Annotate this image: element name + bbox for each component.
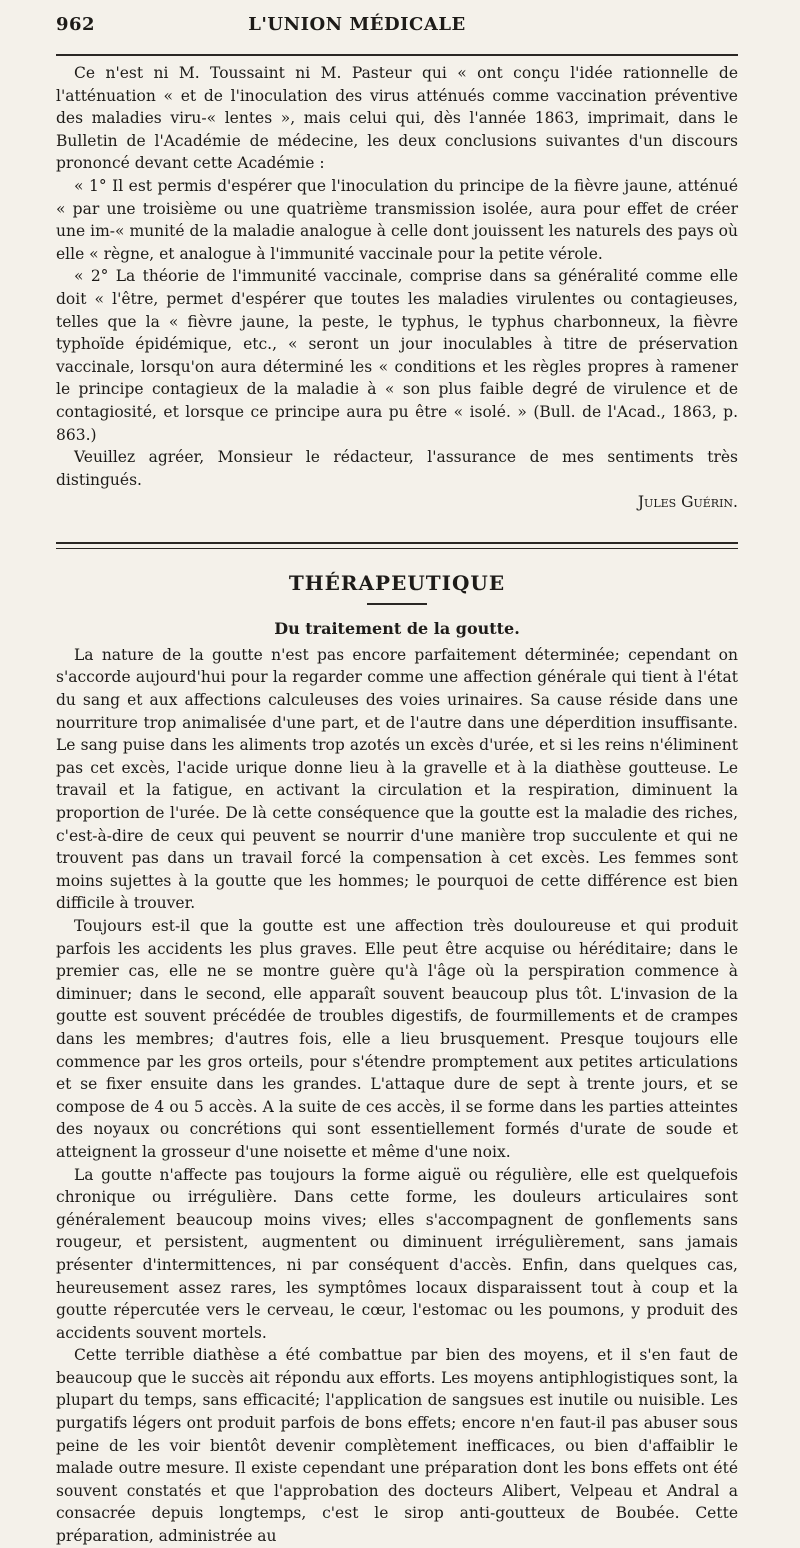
letter-paragraph: Ce n'est ni M. Toussaint ni M. Pasteur qui « ont conçu l'idée rationnelle de l'atténuation « et de l'inoculation des virus atténués comme vaccination préventive des maladies viru-« lentes », mais celui qui, dès l'année 1863, imprimait, dans le Bulletin de l'Académie de médecine, les deux conclusions suivantes d'un discours prononcé devant cette Académie : — [56, 64, 738, 173]
article-paragraph: La goutte n'affecte pas toujours la forme aiguë ou régulière, elle est quelquefois chronique ou irrégulière. Dans cette forme, les douleurs articulaires sont généralement beaucoup moins vives; elles s'accompagnent de gonflements sans rougeur, et persistent, augmentent ou diminuent irrégulièrement, sans jamais présenter d'intermittences, ni par conséquent d'accès. Enfin, dans quelques cas, heureusement assez rares, les symptômes locaux disparaissent tout à coup et la goutte répercutée vers le cerveau, le cœur, l'estomac ou les poumons, y produit des accidents souvent mortels. — [56, 1165, 738, 1342]
title-rule — [367, 603, 427, 605]
letter-paragraph: « 1° Il est permis d'espérer que l'inoculation du principe de la fièvre jaune, atténué « par une troisième ou une quatrième transmission isolée, aura pour effet de créer une im-« munité de la maladie analogue à celle dont jouissent les naturels des pays où elle « règne, et analogue à l'immunité vaccinale pour la petite vérole. — [56, 176, 738, 263]
journal-title: L'UNION MÉDICALE — [248, 14, 466, 35]
page-number: 962 — [56, 14, 96, 35]
article-title: Du traitement de la goutte. — [274, 618, 520, 638]
article-paragraph: Cette terrible diathèse a été combattue par bien des moyens, et il s'en faut de beaucoup que le succès ait répondu aux efforts. Les moyens antiphlogistiques sont, la plupart du temps, sans efficacité; l'application de sangsues est inutile ou nuisible. Les purgatifs légers ont produit parfois de bons effets; encore n'en faut-il pas abuser sous peine de les voir bientôt devenir complètement inefficaces, ou bien d'affaiblir le malade outre mesure. Il existe cependant une préparation dont les bons effets ont été souvent constatés et que l'approbation des docteurs Alibert, Velpeau et Andral a consacrée depuis longtemps, c'est le sirop anti-goutteux de Boubée. Cette préparation, administrée au — [56, 1346, 738, 1546]
running-header — [56, 14, 738, 42]
letter-paragraph: « 2° La théorie de l'immunité vaccinale, comprise dans sa généralité comme elle doit « l'être, permet d'espérer que toutes les maladies virulentes ou contagieuses, telles que la « fièvre jaune, la peste, le typhus, le typhus charbonneux, la fièvre typhoïde épidémique, etc., « seront un jour inoculables à titre de préservation vaccinale, lorsqu'on aura déterminé les « conditions et les règles propres à ramener le principe contagieux de la maladie à « son plus faible degré de virulence et de contagiosité, et lorsque ce principe aura pu être « isolé. » (Bull. de l'Acad., 1863, p. 863.) — [56, 267, 738, 444]
article-paragraph: Toujours est-il que la goutte est une affection très douloureuse et qui produit parfois les accidents les plus graves. Elle peut être acquise ou héréditaire; dans le premier cas, elle ne se montre guère qu'à l'âge où la perspiration commence à diminuer; dans le second, elle apparaît souvent beaucoup plus tôt. L'invasion de la goutte est souvent précédée de troubles digestifs, de fourmillements et de crampes dans les membres; d'autres fois, elle a lieu brusquement. Presque toujours elle commence par les gros orteils, pour s'étendre promptement aux petites articulations et se fixer ensuite dans les grandes. L'attaque dure de sept à trente jours, et se compose de 4 ou 5 accès. A la suite de ces accès, il se forme dans les parties atteintes des noyaux ou concrétions qui sont essentiellement formés d'urate de soude et atteignent la grosseur d'une noisette et même d'une noix. — [56, 917, 738, 1161]
section-divider — [56, 542, 738, 549]
letter-excerpt — [56, 62, 738, 514]
article-body — [56, 644, 738, 1548]
article-paragraph: La nature de la goutte n'est pas encore parfaitement déterminée; cependant on s'accorde aujourd'hui pour la regarder comme une affection générale qui tient à l'état du sang et aux affections calculeuses des voies urinaires. Sa cause réside dans une nourriture trop animalisée d'une part, et de l'autre dans une déperdition insuffisante. Le sang puise dans les aliments trop azotés un excès d'urée, et si les reins n'éliminent pas cet excès, l'acide urique donne lieu à la gravelle et à la diathèse goutteuse. Le travail et la fatigue, en activant la circulation et la respiration, diminuent la proportion de l'urée. De là cette conséquence que la goutte est la maladie des riches, c'est-à-dire de ceux qui peuvent se nourrir d'une manière trop succulente et qui ne trouvent pas dans un travail forcé la compensation à cet excès. Les femmes sont moins sujettes à la goutte que les hommes; le pourquoi de cette différence est bien difficile à trouver. — [56, 645, 738, 913]
signature: Jules Guérin. — [637, 493, 738, 512]
section-title: THÉRAPEUTIQUE — [288, 570, 506, 595]
letter-closing: Veuillez agréer, Monsieur le rédacteur, l'assurance de mes sentiments très distingués. — [56, 448, 738, 489]
header-rule — [56, 54, 738, 56]
